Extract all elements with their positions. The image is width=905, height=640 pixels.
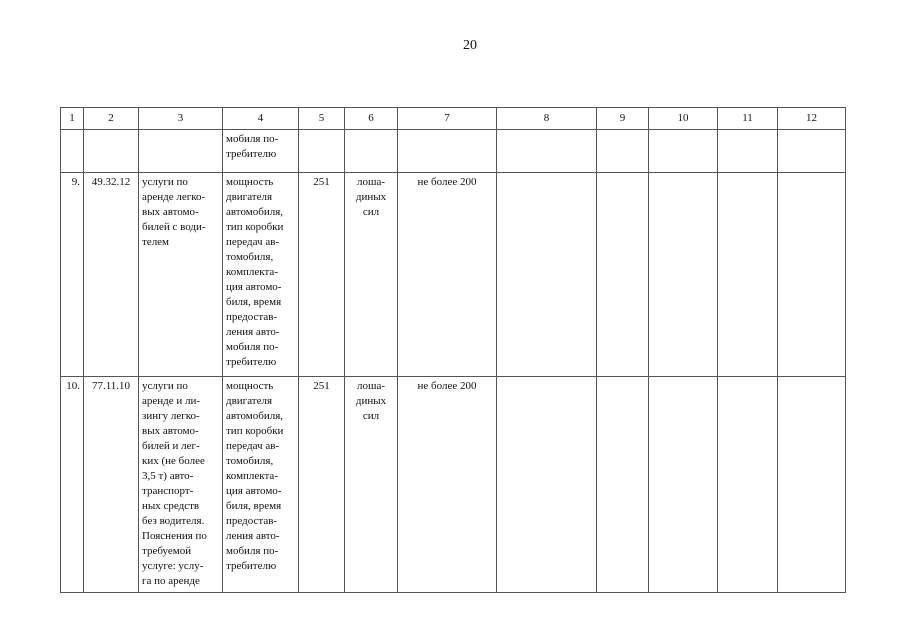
header-cell-6: 6 [345, 108, 398, 130]
cell [597, 173, 649, 377]
unit-code: 251 [299, 377, 345, 593]
cell [139, 130, 223, 173]
value-cell: не более 200 [398, 377, 497, 593]
table-row [61, 173, 846, 377]
header-cell-12: 12 [778, 108, 846, 130]
characteristics-cell: мощность двигателя автомобиля, тип коробки передач ав- томобиля, комплекта- ция автомо- биля, время предостав- ления авто- мобиля по- требителю [223, 173, 299, 377]
cell [299, 130, 345, 173]
cell [778, 173, 846, 377]
unit-name: лоша- диных сил [345, 377, 398, 593]
okpd-code: 77.11.10 [84, 377, 139, 593]
service-name: услуги по аренде и ли- зингу легко- вых автомо- билей и лег- ких (не более 3,5 т) авто- транспорт- ных средств без водителя. Пояснения по требуемой услуге: услу- га по аренде [139, 377, 223, 593]
cell [778, 377, 846, 593]
header-cell-5: 5 [299, 108, 345, 130]
cell [649, 173, 718, 377]
cell [398, 130, 497, 173]
cell [649, 377, 718, 593]
header-cell-4: 4 [223, 108, 299, 130]
page-number: 20 [463, 38, 477, 53]
cell [497, 377, 597, 593]
characteristics-cell: мощность двигателя автомобиля, тип коробки передач ав- томобиля, комплекта- ция автомо- биля, время предостав- ления авто- мобиля по- требителю [223, 377, 299, 593]
okpd-code: 49.32.12 [84, 173, 139, 377]
header-cell-7: 7 [398, 108, 497, 130]
requirements-table [60, 107, 846, 593]
cell [778, 130, 846, 173]
unit-code: 251 [299, 173, 345, 377]
unit-name: лоша- диных сил [345, 173, 398, 377]
cell [718, 130, 778, 173]
continuation-row [61, 130, 846, 173]
cell [597, 130, 649, 173]
row-number: 10. [61, 377, 84, 593]
characteristics-cell: мобиля по- требителю [223, 130, 299, 173]
cell [497, 130, 597, 173]
header-cell-11: 11 [718, 108, 778, 130]
service-name: услуги по аренде легко- вых автомо- билей с води- телем [139, 173, 223, 377]
cell [597, 377, 649, 593]
table-row [61, 377, 846, 593]
header-row [61, 108, 846, 130]
header-cell-3: 3 [139, 108, 223, 130]
row-number: 9. [61, 173, 84, 377]
cell [497, 173, 597, 377]
value-cell: не более 200 [398, 173, 497, 377]
cell [61, 130, 84, 173]
header-cell-9: 9 [597, 108, 649, 130]
cell [649, 130, 718, 173]
header-cell-1: 1 [61, 108, 84, 130]
header-cell-2: 2 [84, 108, 139, 130]
cell [84, 130, 139, 173]
cell [718, 173, 778, 377]
cell [718, 377, 778, 593]
header-cell-8: 8 [497, 108, 597, 130]
cell [345, 130, 398, 173]
header-cell-10: 10 [649, 108, 718, 130]
